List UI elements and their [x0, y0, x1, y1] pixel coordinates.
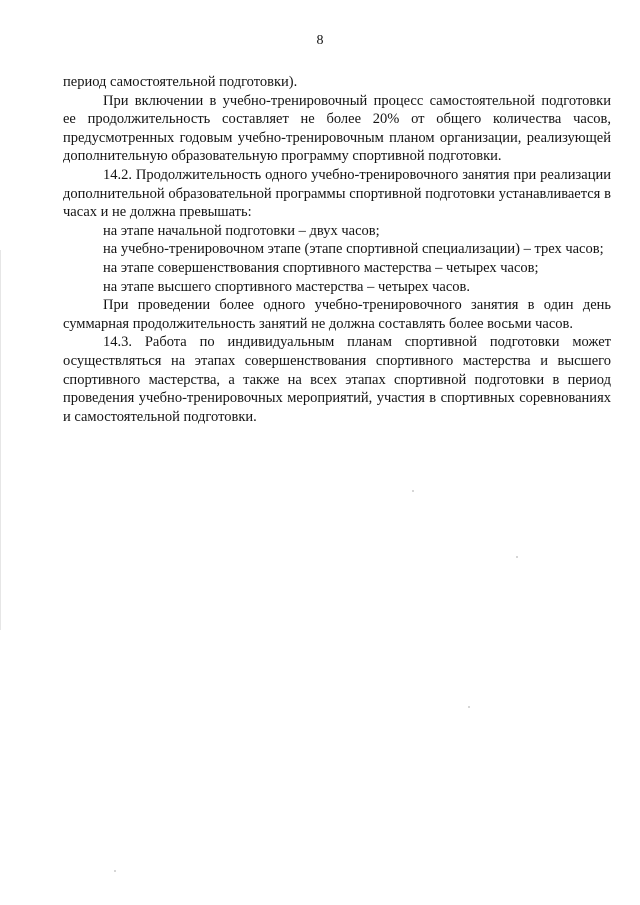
list-item-higher-mastery-stage: на этапе высшего спортивного мастерства – четырех часов.	[103, 278, 471, 295]
list-item-training-stage: на учебно-тренировочном этапе (этапе спортивной специализации) – трех часов;	[103, 241, 604, 258]
paragraph-self-training: При включении в учебно-тренировочный процесс самостоятельной подготовки ее продолжительность составляет не более 20% от общего количества часов, предусмотренных годовым учебно-тренировочным планом организации, реализующей дополнительную образовательную программу спортивной подготовки.	[63, 92, 611, 165]
paragraph-daily-limit: При проведении более одного учебно-тренировочного занятия в один день суммарная продолжительность занятий не должна составлять более восьми часов.	[63, 297, 611, 332]
scan-speck	[412, 490, 414, 492]
scan-speck	[114, 870, 116, 872]
scan-speck	[0, 250, 1, 630]
document-body	[63, 73, 611, 426]
paragraph-14-3: 14.3. Работа по индивидуальным планам спортивной подготовки может осуществляться на этапах совершенствования спортивного мастерства и высшего спортивного мастерства, а также на всех этапах спортивной подготовки в период проведения учебно-тренировочных мероприятий, участия в спортивных соревнованиях и самостоятельной подготовки.	[63, 334, 611, 425]
paragraph-continuation: период самостоятельной подготовки).	[63, 74, 298, 90]
scan-speck	[468, 706, 470, 708]
list-item-initial-stage: на этапе начальной подготовки – двух часов;	[103, 222, 380, 239]
page-number: 8	[316, 33, 324, 48]
list-item-improvement-stage: на этапе совершенствования спортивного мастерства – четырех часов;	[103, 259, 539, 276]
paragraph-14-2: 14.2. Продолжительность одного учебно-тренировочного занятия при реализации дополнительной образовательной программы спортивной подготовки устанавливается в часах и не должна превышать:	[63, 166, 611, 221]
scan-speck	[516, 556, 518, 558]
